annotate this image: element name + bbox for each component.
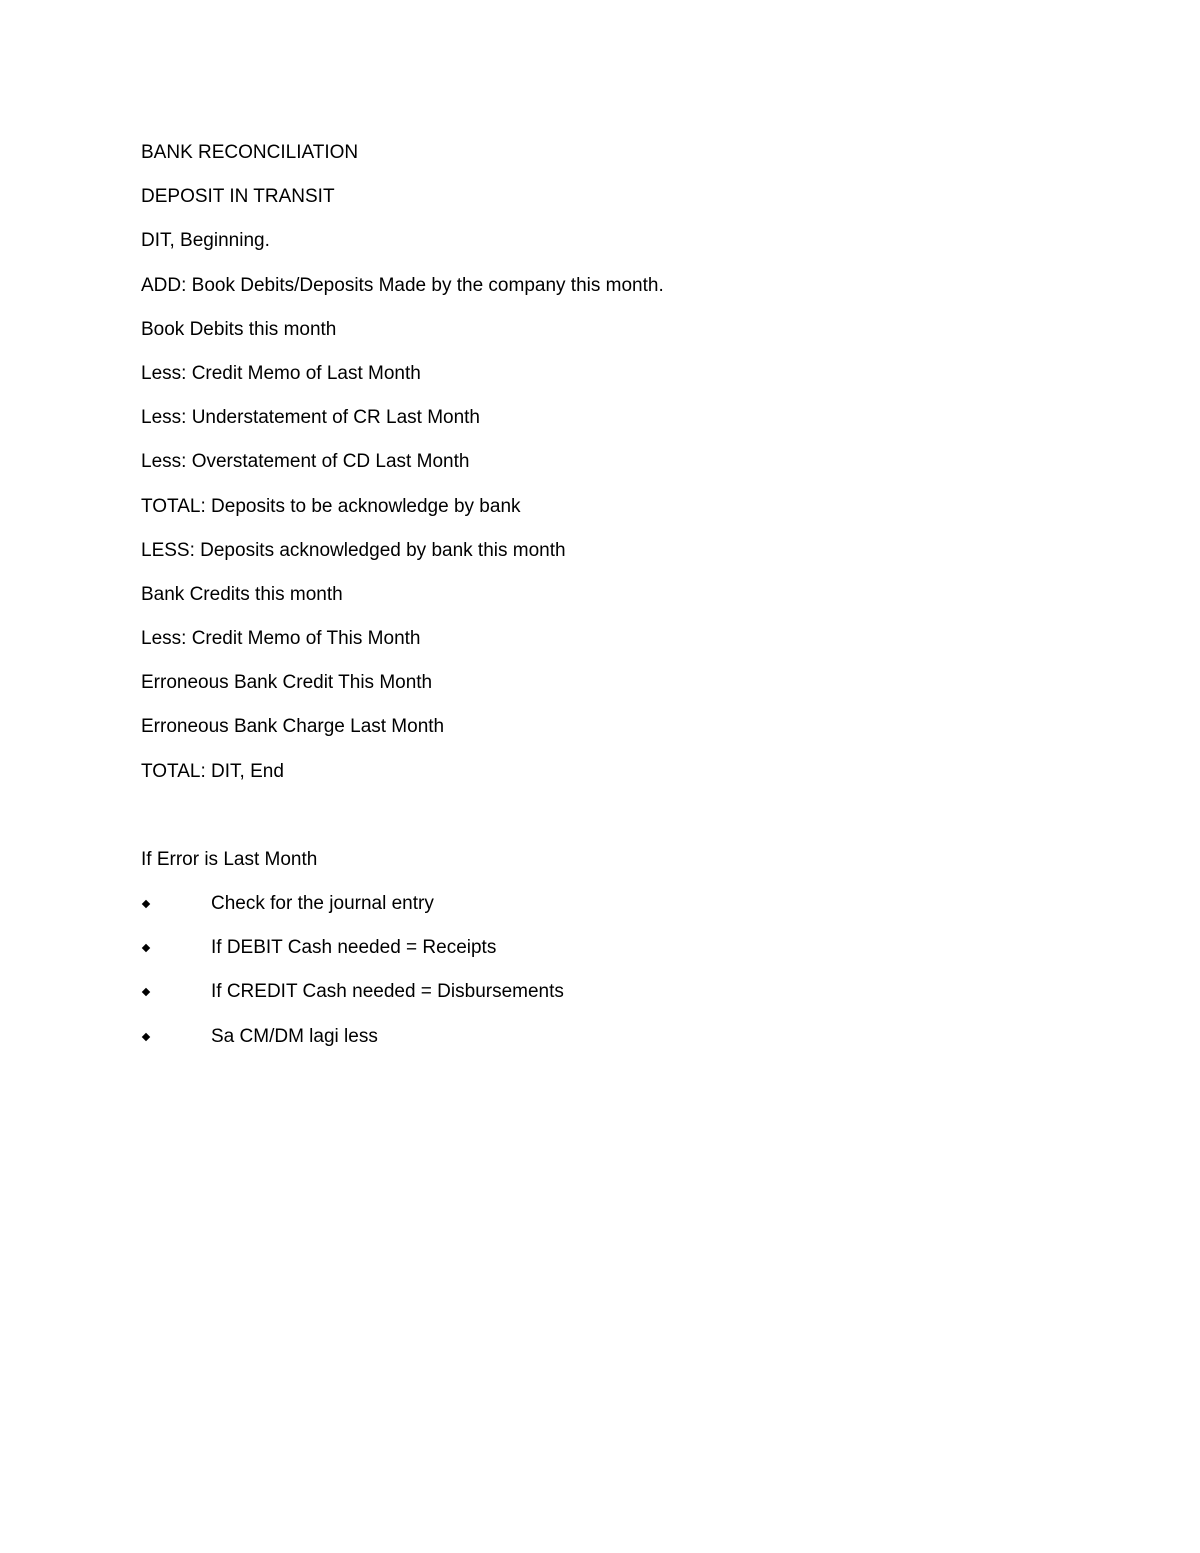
paragraph-spacer <box>141 804 1061 848</box>
document-body <box>141 141 1061 1069</box>
list-item <box>141 892 1061 916</box>
line-bank-credits-this-month: Bank Credits this month <box>141 583 343 605</box>
line-less-deposits-acknowledged: LESS: Deposits acknowledged by bank this month <box>141 539 566 561</box>
line-erroneous-bank-charge: Erroneous Bank Charge Last Month <box>141 716 445 738</box>
line-dit-beginning: DIT, Beginning. <box>141 230 270 252</box>
document-subtitle: DEPOSIT IN TRANSIT <box>141 186 335 208</box>
diamond-bullet-icon <box>142 1032 150 1040</box>
line-less-overstatement-cd: Less: Overstatement of CD Last Month <box>141 451 470 473</box>
line-add-book-debits: ADD: Book Debits/Deposits Made by the company this month. <box>141 274 664 296</box>
list-item <box>141 980 1061 1004</box>
line-erroneous-bank-credit: Erroneous Bank Credit This Month <box>141 672 433 694</box>
line-less-credit-memo-last-month: Less: Credit Memo of Last Month <box>141 362 421 384</box>
diamond-bullet-icon <box>142 988 150 996</box>
document-title: BANK RECONCILIATION <box>141 142 359 163</box>
line-less-understatement-cr: Less: Understatement of CR Last Month <box>141 407 480 429</box>
line-less-credit-memo-this-month: Less: Credit Memo of This Month <box>141 628 421 650</box>
list-item-text: If CREDIT Cash needed = Disbursements <box>211 981 564 1003</box>
list-item <box>141 936 1061 960</box>
error-heading: If Error is Last Month <box>141 848 318 870</box>
line-book-debits-this-month: Book Debits this month <box>141 318 337 340</box>
line-total-dit-end: TOTAL: DIT, End <box>141 760 284 782</box>
list-item-text: Sa CM/DM lagi less <box>211 1025 378 1047</box>
line-total-deposits-to-acknowledge: TOTAL: Deposits to be acknowledge by bank <box>141 495 521 517</box>
diamond-bullet-icon <box>142 944 150 952</box>
list-item <box>141 1025 1061 1049</box>
list-item-text: Check for the journal entry <box>211 893 434 914</box>
list-item-text: If DEBIT Cash needed = Receipts <box>211 937 497 959</box>
diamond-bullet-icon <box>142 900 150 908</box>
